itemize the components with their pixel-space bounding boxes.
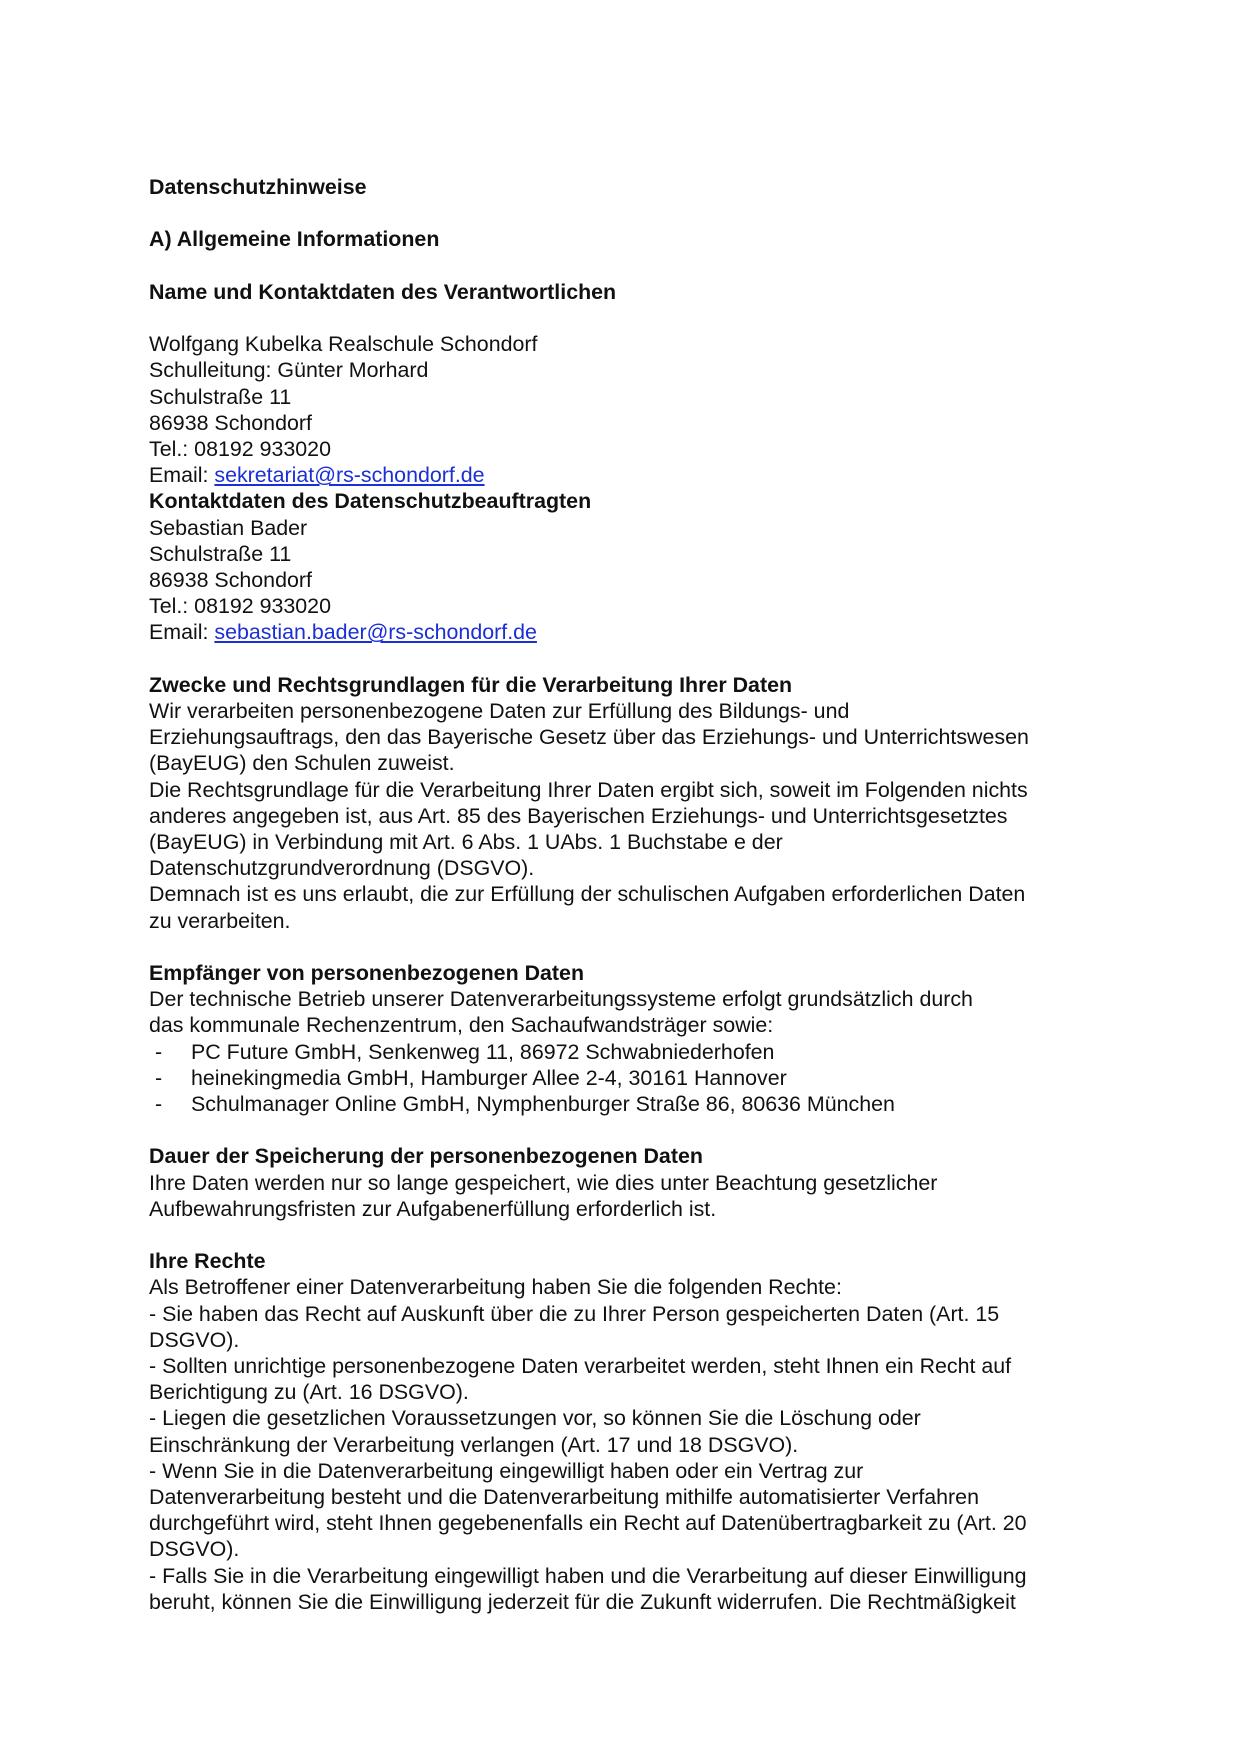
dpo-line: 86938 Schondorf — [149, 568, 312, 592]
document-title: Datenschutzhinweise — [149, 175, 367, 199]
paragraph-line: durchgeführt wird, steht Ihnen gegebenenfalls ein Recht auf Datenübertragbarkeit zu (Art. 20 — [149, 1511, 1027, 1536]
dpo-contact — [149, 515, 1109, 646]
paragraph-line: Der technische Betrieb unserer Datenverarbeitungssysteme erfolgt grundsätzlich durch — [149, 987, 973, 1012]
paragraph-line: Demnach ist es uns erlaubt, die zur Erfüllung der schulischen Aufgaben erforderlichen Daten — [149, 882, 1026, 907]
paragraph-line: Wir verarbeiten personenbezogene Daten zur Erfüllung des Bildungs- und — [149, 699, 850, 723]
paragraph-line: Erziehungsauftrags, den das Bayerische Gesetz über das Erziehungs- und Unterrichtswesen — [149, 725, 1029, 750]
paragraph-line: DSGVO). — [149, 1327, 240, 1352]
paragraph-line: DSGVO). — [149, 1537, 240, 1562]
controller-line: Schulleitung: Günter Morhard — [149, 358, 429, 383]
paragraph-line: zu verarbeiten. — [149, 908, 291, 933]
controller-line: Wolfgang Kubelka Realschule Schondorf — [149, 332, 538, 357]
dpo-heading: Kontaktdaten des Datenschutzbeauftragten — [149, 489, 592, 514]
document-page — [149, 174, 1109, 1615]
controller-line: Schulstraße 11 — [149, 384, 292, 409]
paragraph-line: das kommunale Rechenzentrum, den Sachaufwandsträger sowie: — [149, 1013, 774, 1038]
bullet-marker: - — [155, 1092, 163, 1117]
controller-line: 86938 Schondorf — [149, 410, 312, 435]
controller-heading: Name und Kontaktdaten des Verantwortlichen — [149, 279, 617, 304]
dpo-line: Sebastian Bader — [149, 515, 308, 540]
paragraph-line: Datenverarbeitung besteht und die Datenverarbeitung mithilfe automatisierter Verfahren — [149, 1485, 979, 1510]
paragraph-line: (BayEUG) in Verbindung mit Art. 6 Abs. 1 UAbs. 1 Buchstabe e der — [149, 830, 783, 855]
paragraph-line: (BayEUG) den Schulen zuweist. — [149, 751, 455, 776]
list-item — [149, 1065, 1109, 1091]
paragraph-line: Einschränkung der Verarbeitung verlangen (Art. 17 und 18 DSGVO). — [149, 1432, 799, 1457]
paragraph-line: Berichtigung zu (Art. 16 DSGVO). — [149, 1380, 469, 1405]
paragraph-line: - Sie haben das Recht auf Auskunft über die zu Ihrer Person gespeicherten Daten (Art. 15 — [149, 1301, 1000, 1326]
dpo-email-label: Email: — [149, 620, 215, 645]
recipients-text — [149, 986, 1109, 1117]
bullet-marker: - — [155, 1065, 163, 1090]
paragraph-line: Als Betroffener einer Datenverarbeitung haben Sie die folgenden Rechte: — [149, 1275, 842, 1300]
rights-text — [149, 1274, 1109, 1615]
list-item-text: PC Future GmbH, Senkenweg 11, 86972 Schwabniederhofen — [191, 1039, 775, 1064]
list-item — [149, 1039, 1109, 1065]
paragraph-line: - Wenn Sie in die Datenverarbeitung eingewilligt haben oder ein Vertrag zur — [149, 1458, 864, 1483]
controller-contact — [149, 331, 1109, 488]
paragraph-line: - Sollten unrichtige personenbezogene Daten verarbeitet werden, steht Ihnen ein Recht auf — [149, 1354, 1012, 1379]
paragraph-line: - Falls Sie in die Verarbeitung eingewilligt haben und die Verarbeitung auf dieser Einwilligung — [149, 1563, 1027, 1588]
bullet-marker: - — [155, 1039, 163, 1064]
paragraph-line: - Liegen die gesetzlichen Voraussetzungen vor, so können Sie die Löschung oder — [149, 1406, 921, 1431]
paragraph-line: anderes angegeben ist, aus Art. 85 des Bayerischen Erziehungs- und Unterrichtsgesetztes — [149, 803, 1008, 828]
storage-text — [149, 1170, 1109, 1222]
dpo-email-link[interactable]: sebastian.bader@rs-schondorf.de — [214, 620, 537, 645]
controller-line: Tel.: 08192 933020 — [149, 436, 331, 461]
paragraph-line: Ihre Daten werden nur so lange gespeichert, wie dies unter Beachtung gesetzlicher — [149, 1170, 938, 1195]
paragraph-line: Die Rechtsgrundlage für die Verarbeitung Ihrer Daten ergibt sich, soweit im Folgenden nichts — [149, 777, 1028, 802]
paragraph-line: Aufbewahrungsfristen zur Aufgabenerfüllung erforderlich ist. — [149, 1196, 717, 1221]
purposes-heading: Zwecke und Rechtsgrundlagen für die Verarbeitung Ihrer Daten — [149, 672, 793, 697]
list-item-text: Schulmanager Online GmbH, Nymphenburger Straße 86, 80636 München — [191, 1092, 895, 1117]
controller-email-link[interactable]: sekretariat@rs-schondorf.de — [214, 463, 485, 488]
dpo-line: Schulstraße 11 — [149, 541, 292, 566]
paragraph-line: Datenschutzgrundverordnung (DSGVO). — [149, 856, 535, 881]
section-a-heading: A) Allgemeine Informationen — [149, 227, 440, 252]
storage-heading: Dauer der Speicherung der personenbezogenen Daten — [149, 1144, 703, 1169]
list-item-text: heinekingmedia GmbH, Hamburger Allee 2-4, 30161 Hannover — [191, 1065, 787, 1090]
rights-heading: Ihre Rechte — [149, 1249, 266, 1274]
paragraph-line: beruht, können Sie die Einwilligung jederzeit für die Zukunft widerrufen. Die Rechtmäßigkeit — [149, 1589, 1016, 1614]
purposes-text — [149, 698, 1109, 934]
dpo-email-line — [149, 619, 1109, 645]
controller-email-label: Email: — [149, 463, 215, 488]
dpo-line: Tel.: 08192 933020 — [149, 594, 331, 619]
controller-email-line — [149, 462, 1109, 488]
recipients-heading: Empfänger von personenbezogenen Daten — [149, 961, 585, 986]
list-item — [149, 1091, 1109, 1117]
